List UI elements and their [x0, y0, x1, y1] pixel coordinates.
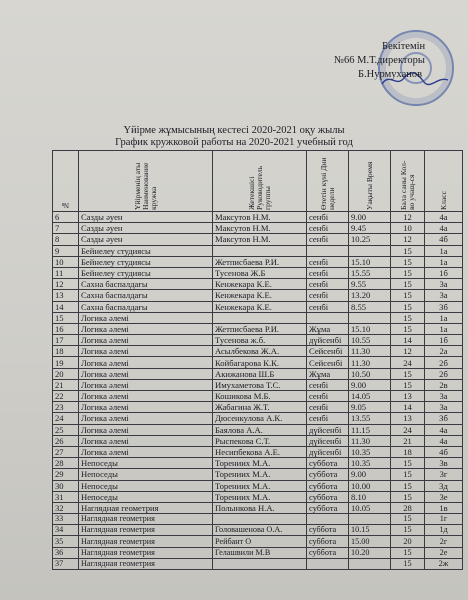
cell-weekday: суббота: [307, 480, 349, 491]
cell-weekday: сенбі: [307, 223, 349, 234]
cell-leader: [213, 558, 307, 569]
cell-weekday: суббота: [307, 502, 349, 513]
cell-time: 8.10: [349, 491, 391, 502]
cell-number: 28: [53, 458, 79, 469]
cell-number: 23: [53, 402, 79, 413]
cell-weekday: дүйсенбі: [307, 335, 349, 346]
cell-time: 13.55: [349, 413, 391, 424]
cell-time: 13.20: [349, 290, 391, 301]
cell-time: 8.55: [349, 301, 391, 312]
cell-weekday: сенбі: [307, 256, 349, 267]
col-header-number: №: [53, 151, 79, 212]
cell-weekday: суббота: [307, 536, 349, 547]
cell-leader: Кенжекара К.Е.: [213, 301, 307, 312]
cell-number: 30: [53, 480, 79, 491]
cell-weekday: Сейсенбі: [307, 346, 349, 357]
cell-leader: Жабагина Ж.Т.: [213, 402, 307, 413]
cell-circle-name: Сазды әуен: [79, 212, 213, 223]
cell-time: 10.55: [349, 335, 391, 346]
table-row: [53, 323, 463, 334]
table-row: [53, 536, 463, 547]
cell-time: 10.25: [349, 234, 391, 245]
cell-circle-name: Непоседы: [79, 480, 213, 491]
cell-weekday: сенбі: [307, 290, 349, 301]
cell-weekday: сенбі: [307, 267, 349, 278]
cell-circle-name: Наглядная геометрия: [79, 536, 213, 547]
cell-leader: Кенжекара К.Е.: [213, 279, 307, 290]
cell-class: 1д: [425, 525, 463, 536]
cell-students: 15: [391, 245, 425, 256]
cell-time: 15.10: [349, 256, 391, 267]
cell-number: 18: [53, 346, 79, 357]
cell-number: 21: [53, 379, 79, 390]
cell-leader: [213, 312, 307, 323]
document-title: [0, 125, 468, 149]
cell-leader: Кошикова М.Б.: [213, 391, 307, 402]
cell-time: [349, 558, 391, 569]
cell-time: 9.00: [349, 469, 391, 480]
cell-class: 2е: [425, 547, 463, 558]
cell-class: 2ж: [425, 558, 463, 569]
table-row: [53, 379, 463, 390]
cell-circle-name: Логика әлемі: [79, 379, 213, 390]
table-row: [53, 435, 463, 446]
table-row: [53, 234, 463, 245]
cell-students: 15: [391, 514, 425, 525]
col-header-weekday: Өтетін күні Дни недели: [307, 151, 349, 212]
table-row: [53, 245, 463, 256]
table-row: [53, 547, 463, 558]
cell-time: 11.30: [349, 346, 391, 357]
cell-number: 8: [53, 234, 79, 245]
cell-number: 19: [53, 357, 79, 368]
cell-leader: Несипбекова А.Е.: [213, 446, 307, 457]
table-row: [53, 346, 463, 357]
cell-weekday: дүйсенбі: [307, 424, 349, 435]
cell-time: 10.00: [349, 480, 391, 491]
approval-block: [334, 40, 464, 82]
cell-time: 9.00: [349, 379, 391, 390]
cell-students: 12: [391, 346, 425, 357]
cell-number: 27: [53, 446, 79, 457]
cell-weekday: [307, 558, 349, 569]
cell-students: 15: [391, 480, 425, 491]
table-row: [53, 223, 463, 234]
cell-weekday: суббота: [307, 547, 349, 558]
cell-circle-name: Наглядная геометрия: [79, 558, 213, 569]
table-row: [53, 491, 463, 502]
cell-time: 9.05: [349, 402, 391, 413]
table-row: [53, 290, 463, 301]
cell-circle-name: Логика әлемі: [79, 402, 213, 413]
cell-time: 15.10: [349, 323, 391, 334]
cell-students: 15: [391, 547, 425, 558]
cell-students: 15: [391, 379, 425, 390]
cell-weekday: сенбі: [307, 413, 349, 424]
cell-weekday: суббота: [307, 469, 349, 480]
cell-number: 20: [53, 368, 79, 379]
cell-students: 15: [391, 558, 425, 569]
cell-circle-name: Непоседы: [79, 491, 213, 502]
cell-class: 3д: [425, 480, 463, 491]
cell-students: 15: [391, 312, 425, 323]
cell-class: 2г: [425, 536, 463, 547]
cell-leader: [213, 245, 307, 256]
table-row: [53, 424, 463, 435]
cell-time: [349, 514, 391, 525]
cell-class: 1а: [425, 245, 463, 256]
cell-students: 13: [391, 391, 425, 402]
cell-students: 15: [391, 469, 425, 480]
cell-time: 10.35: [349, 458, 391, 469]
cell-circle-name: Логика әлемі: [79, 323, 213, 334]
cell-leader: Головашенова О.А.: [213, 525, 307, 536]
cell-leader: Асылбекова Ж.А.: [213, 346, 307, 357]
approval-approve: Бекітемін: [382, 41, 426, 52]
table-row: [53, 335, 463, 346]
col-header-time: Уақыты Время: [349, 151, 391, 212]
cell-students: 24: [391, 357, 425, 368]
cell-weekday: [307, 514, 349, 525]
table-row: [53, 301, 463, 312]
table-row: [53, 514, 463, 525]
cell-students: 18: [391, 446, 425, 457]
cell-class: 2в: [425, 379, 463, 390]
cell-leader: Торениих М.А.: [213, 469, 307, 480]
cell-class: 1а: [425, 323, 463, 334]
cell-circle-name: Непоседы: [79, 469, 213, 480]
cell-leader: Торениих М.А.: [213, 480, 307, 491]
cell-class: 4б: [425, 446, 463, 457]
cell-time: 15.00: [349, 536, 391, 547]
table-row: [53, 502, 463, 513]
table-row: [53, 256, 463, 267]
cell-leader: Максутов Н.М.: [213, 223, 307, 234]
cell-weekday: [307, 312, 349, 323]
cell-time: 14.05: [349, 391, 391, 402]
cell-circle-name: Наглядная геометрия: [79, 525, 213, 536]
cell-number: 33: [53, 514, 79, 525]
cell-circle-name: Бейнелеу студиясы: [79, 245, 213, 256]
cell-weekday: сенбі: [307, 279, 349, 290]
cell-class: 1б: [425, 335, 463, 346]
cell-weekday: [307, 245, 349, 256]
cell-time: 9.00: [349, 212, 391, 223]
cell-class: 3а: [425, 290, 463, 301]
cell-students: 14: [391, 335, 425, 346]
cell-time: 9.55: [349, 279, 391, 290]
table-row: [53, 446, 463, 457]
cell-students: 13: [391, 413, 425, 424]
table-row: [53, 368, 463, 379]
title-ru: График кружковой работы на 2020-2021 учебный год: [115, 137, 353, 148]
cell-class: 2а: [425, 346, 463, 357]
cell-number: 10: [53, 256, 79, 267]
table-row: [53, 480, 463, 491]
cell-number: 37: [53, 558, 79, 569]
schedule-table: [52, 150, 463, 570]
cell-weekday: сенбі: [307, 379, 349, 390]
cell-number: 25: [53, 424, 79, 435]
cell-time: 15.55: [349, 267, 391, 278]
table-row: [53, 402, 463, 413]
cell-circle-name: Логика әлемі: [79, 368, 213, 379]
cell-leader: Кенжекара К.Е.: [213, 290, 307, 301]
cell-number: 32: [53, 502, 79, 513]
cell-students: 12: [391, 234, 425, 245]
cell-students: 15: [391, 368, 425, 379]
col-header-leader: Жетекшісі Руководитель группы: [213, 151, 307, 212]
cell-time: 11.30: [349, 435, 391, 446]
cell-students: 15: [391, 290, 425, 301]
cell-students: 28: [391, 502, 425, 513]
cell-circle-name: Логика әлемі: [79, 346, 213, 357]
cell-time: 10.20: [349, 547, 391, 558]
cell-students: 14: [391, 402, 425, 413]
cell-students: 15: [391, 323, 425, 334]
cell-weekday: суббота: [307, 491, 349, 502]
cell-time: 10.15: [349, 525, 391, 536]
cell-number: 11: [53, 267, 79, 278]
cell-circle-name: Бейнелеу студиясы: [79, 256, 213, 267]
table-header-row: [53, 151, 463, 212]
approval-name: Б.Нурмуханов: [358, 69, 423, 80]
cell-class: 3а: [425, 279, 463, 290]
cell-students: 12: [391, 212, 425, 223]
cell-leader: Торениих М.А.: [213, 491, 307, 502]
col-header-circle-name: Үйірменің аты Наименование кружка: [79, 151, 213, 212]
cell-number: 22: [53, 391, 79, 402]
cell-leader: [213, 514, 307, 525]
cell-leader: Гелашвили М.В: [213, 547, 307, 558]
cell-class: 3б: [425, 413, 463, 424]
cell-weekday: Жұма: [307, 368, 349, 379]
cell-leader: Баялова А.А.: [213, 424, 307, 435]
col-header-class: Класс: [425, 151, 463, 212]
cell-class: 3а: [425, 402, 463, 413]
cell-time: [349, 312, 391, 323]
cell-number: 7: [53, 223, 79, 234]
cell-circle-name: Сазды әуен: [79, 223, 213, 234]
cell-circle-name: Наглядная геометрия: [79, 514, 213, 525]
cell-students: 10: [391, 223, 425, 234]
cell-leader: Жетписбаева Р.И.: [213, 323, 307, 334]
table-row: [53, 413, 463, 424]
table-row: [53, 212, 463, 223]
title-kz: Үйірме жұмысының кестесі 2020-2021 оқу жылы: [123, 125, 345, 136]
cell-students: 15: [391, 458, 425, 469]
table-row: [53, 525, 463, 536]
cell-time: 10.05: [349, 502, 391, 513]
cell-weekday: дүйсенбі: [307, 446, 349, 457]
cell-circle-name: Сазды әуен: [79, 234, 213, 245]
cell-weekday: суббота: [307, 458, 349, 469]
table-row: [53, 279, 463, 290]
cell-number: 31: [53, 491, 79, 502]
cell-class: 1в: [425, 502, 463, 513]
cell-leader: Полынкова Н.А.: [213, 502, 307, 513]
cell-weekday: Сейсенбі: [307, 357, 349, 368]
cell-number: 36: [53, 547, 79, 558]
cell-number: 17: [53, 335, 79, 346]
table-row: [53, 357, 463, 368]
cell-weekday: сенбі: [307, 402, 349, 413]
cell-number: 13: [53, 290, 79, 301]
table-row: [53, 558, 463, 569]
cell-class: 4б: [425, 234, 463, 245]
cell-time: 10.35: [349, 446, 391, 457]
cell-class: 3б: [425, 301, 463, 312]
cell-leader: Имухаметова Т.С.: [213, 379, 307, 390]
cell-circle-name: Наглядная геометрия: [79, 502, 213, 513]
cell-weekday: дүйсенбі: [307, 435, 349, 446]
cell-leader: Жетписбаева Р.И.: [213, 256, 307, 267]
cell-leader: Рыспекова С.Т.: [213, 435, 307, 446]
table-row: [53, 458, 463, 469]
cell-leader: Акижанова Ш.Б: [213, 368, 307, 379]
cell-class: 1а: [425, 312, 463, 323]
cell-leader: Тусенова Ж.Б: [213, 267, 307, 278]
cell-number: 35: [53, 536, 79, 547]
cell-number: 9: [53, 245, 79, 256]
table-row: [53, 469, 463, 480]
cell-weekday: Жұма: [307, 323, 349, 334]
cell-weekday: сенбі: [307, 234, 349, 245]
cell-number: 12: [53, 279, 79, 290]
cell-students: 21: [391, 435, 425, 446]
cell-weekday: суббота: [307, 525, 349, 536]
cell-class: 2б: [425, 368, 463, 379]
cell-students: 20: [391, 536, 425, 547]
cell-leader: Максутов Н.М.: [213, 234, 307, 245]
cell-time: 9.45: [349, 223, 391, 234]
cell-leader: Дюсенкулова А.К.: [213, 413, 307, 424]
col-header-students: Бала саны Кол-во учащ-ся: [391, 151, 425, 212]
cell-weekday: сенбі: [307, 391, 349, 402]
cell-leader: Рейбант О: [213, 536, 307, 547]
cell-students: 24: [391, 424, 425, 435]
cell-number: 15: [53, 312, 79, 323]
cell-circle-name: Бейнелеу студиясы: [79, 267, 213, 278]
table-row: [53, 267, 463, 278]
cell-students: 15: [391, 525, 425, 536]
cell-class: 4а: [425, 212, 463, 223]
cell-circle-name: Сахна баспалдағы: [79, 290, 213, 301]
cell-class: 4а: [425, 424, 463, 435]
cell-circle-name: Логика әлемі: [79, 312, 213, 323]
cell-circle-name: Сахна баспалдағы: [79, 279, 213, 290]
cell-class: 3а: [425, 391, 463, 402]
cell-circle-name: Непоседы: [79, 458, 213, 469]
cell-number: 16: [53, 323, 79, 334]
approval-director: №66 М.Т.директоры: [334, 55, 425, 66]
cell-leader: Торениих М.А.: [213, 458, 307, 469]
cell-students: 15: [391, 301, 425, 312]
cell-time: [349, 245, 391, 256]
cell-class: 2б: [425, 357, 463, 368]
cell-time: 11.30: [349, 357, 391, 368]
cell-circle-name: Логика әлемі: [79, 446, 213, 457]
cell-number: 26: [53, 435, 79, 446]
cell-students: 15: [391, 267, 425, 278]
cell-leader: Тусенова ж.б.: [213, 335, 307, 346]
cell-circle-name: Логика әлемі: [79, 435, 213, 446]
cell-class: 4а: [425, 435, 463, 446]
cell-circle-name: Наглядная геометрия: [79, 547, 213, 558]
cell-class: 3е: [425, 491, 463, 502]
cell-number: 14: [53, 301, 79, 312]
cell-class: 3в: [425, 458, 463, 469]
cell-circle-name: Логика әлемі: [79, 424, 213, 435]
cell-weekday: сенбі: [307, 301, 349, 312]
cell-class: 1б: [425, 267, 463, 278]
cell-class: 3г: [425, 469, 463, 480]
cell-circle-name: Сахна баспалдағы: [79, 301, 213, 312]
cell-leader: Койбагарова К.К.: [213, 357, 307, 368]
cell-time: 10.50: [349, 368, 391, 379]
cell-students: 15: [391, 491, 425, 502]
cell-circle-name: Логика әлемі: [79, 357, 213, 368]
cell-circle-name: Логика әлемі: [79, 391, 213, 402]
cell-weekday: сенбі: [307, 212, 349, 223]
cell-number: 24: [53, 413, 79, 424]
cell-leader: Максутов Н.М.: [213, 212, 307, 223]
cell-class: 1г: [425, 514, 463, 525]
cell-circle-name: Логика әлемі: [79, 413, 213, 424]
cell-number: 34: [53, 525, 79, 536]
table-row: [53, 312, 463, 323]
table-row: [53, 391, 463, 402]
cell-class: 4а: [425, 223, 463, 234]
cell-students: 15: [391, 256, 425, 267]
cell-students: 15: [391, 279, 425, 290]
cell-circle-name: Логика әлемі: [79, 335, 213, 346]
cell-number: 6: [53, 212, 79, 223]
cell-time: 11.15: [349, 424, 391, 435]
cell-class: 1а: [425, 256, 463, 267]
cell-number: 29: [53, 469, 79, 480]
